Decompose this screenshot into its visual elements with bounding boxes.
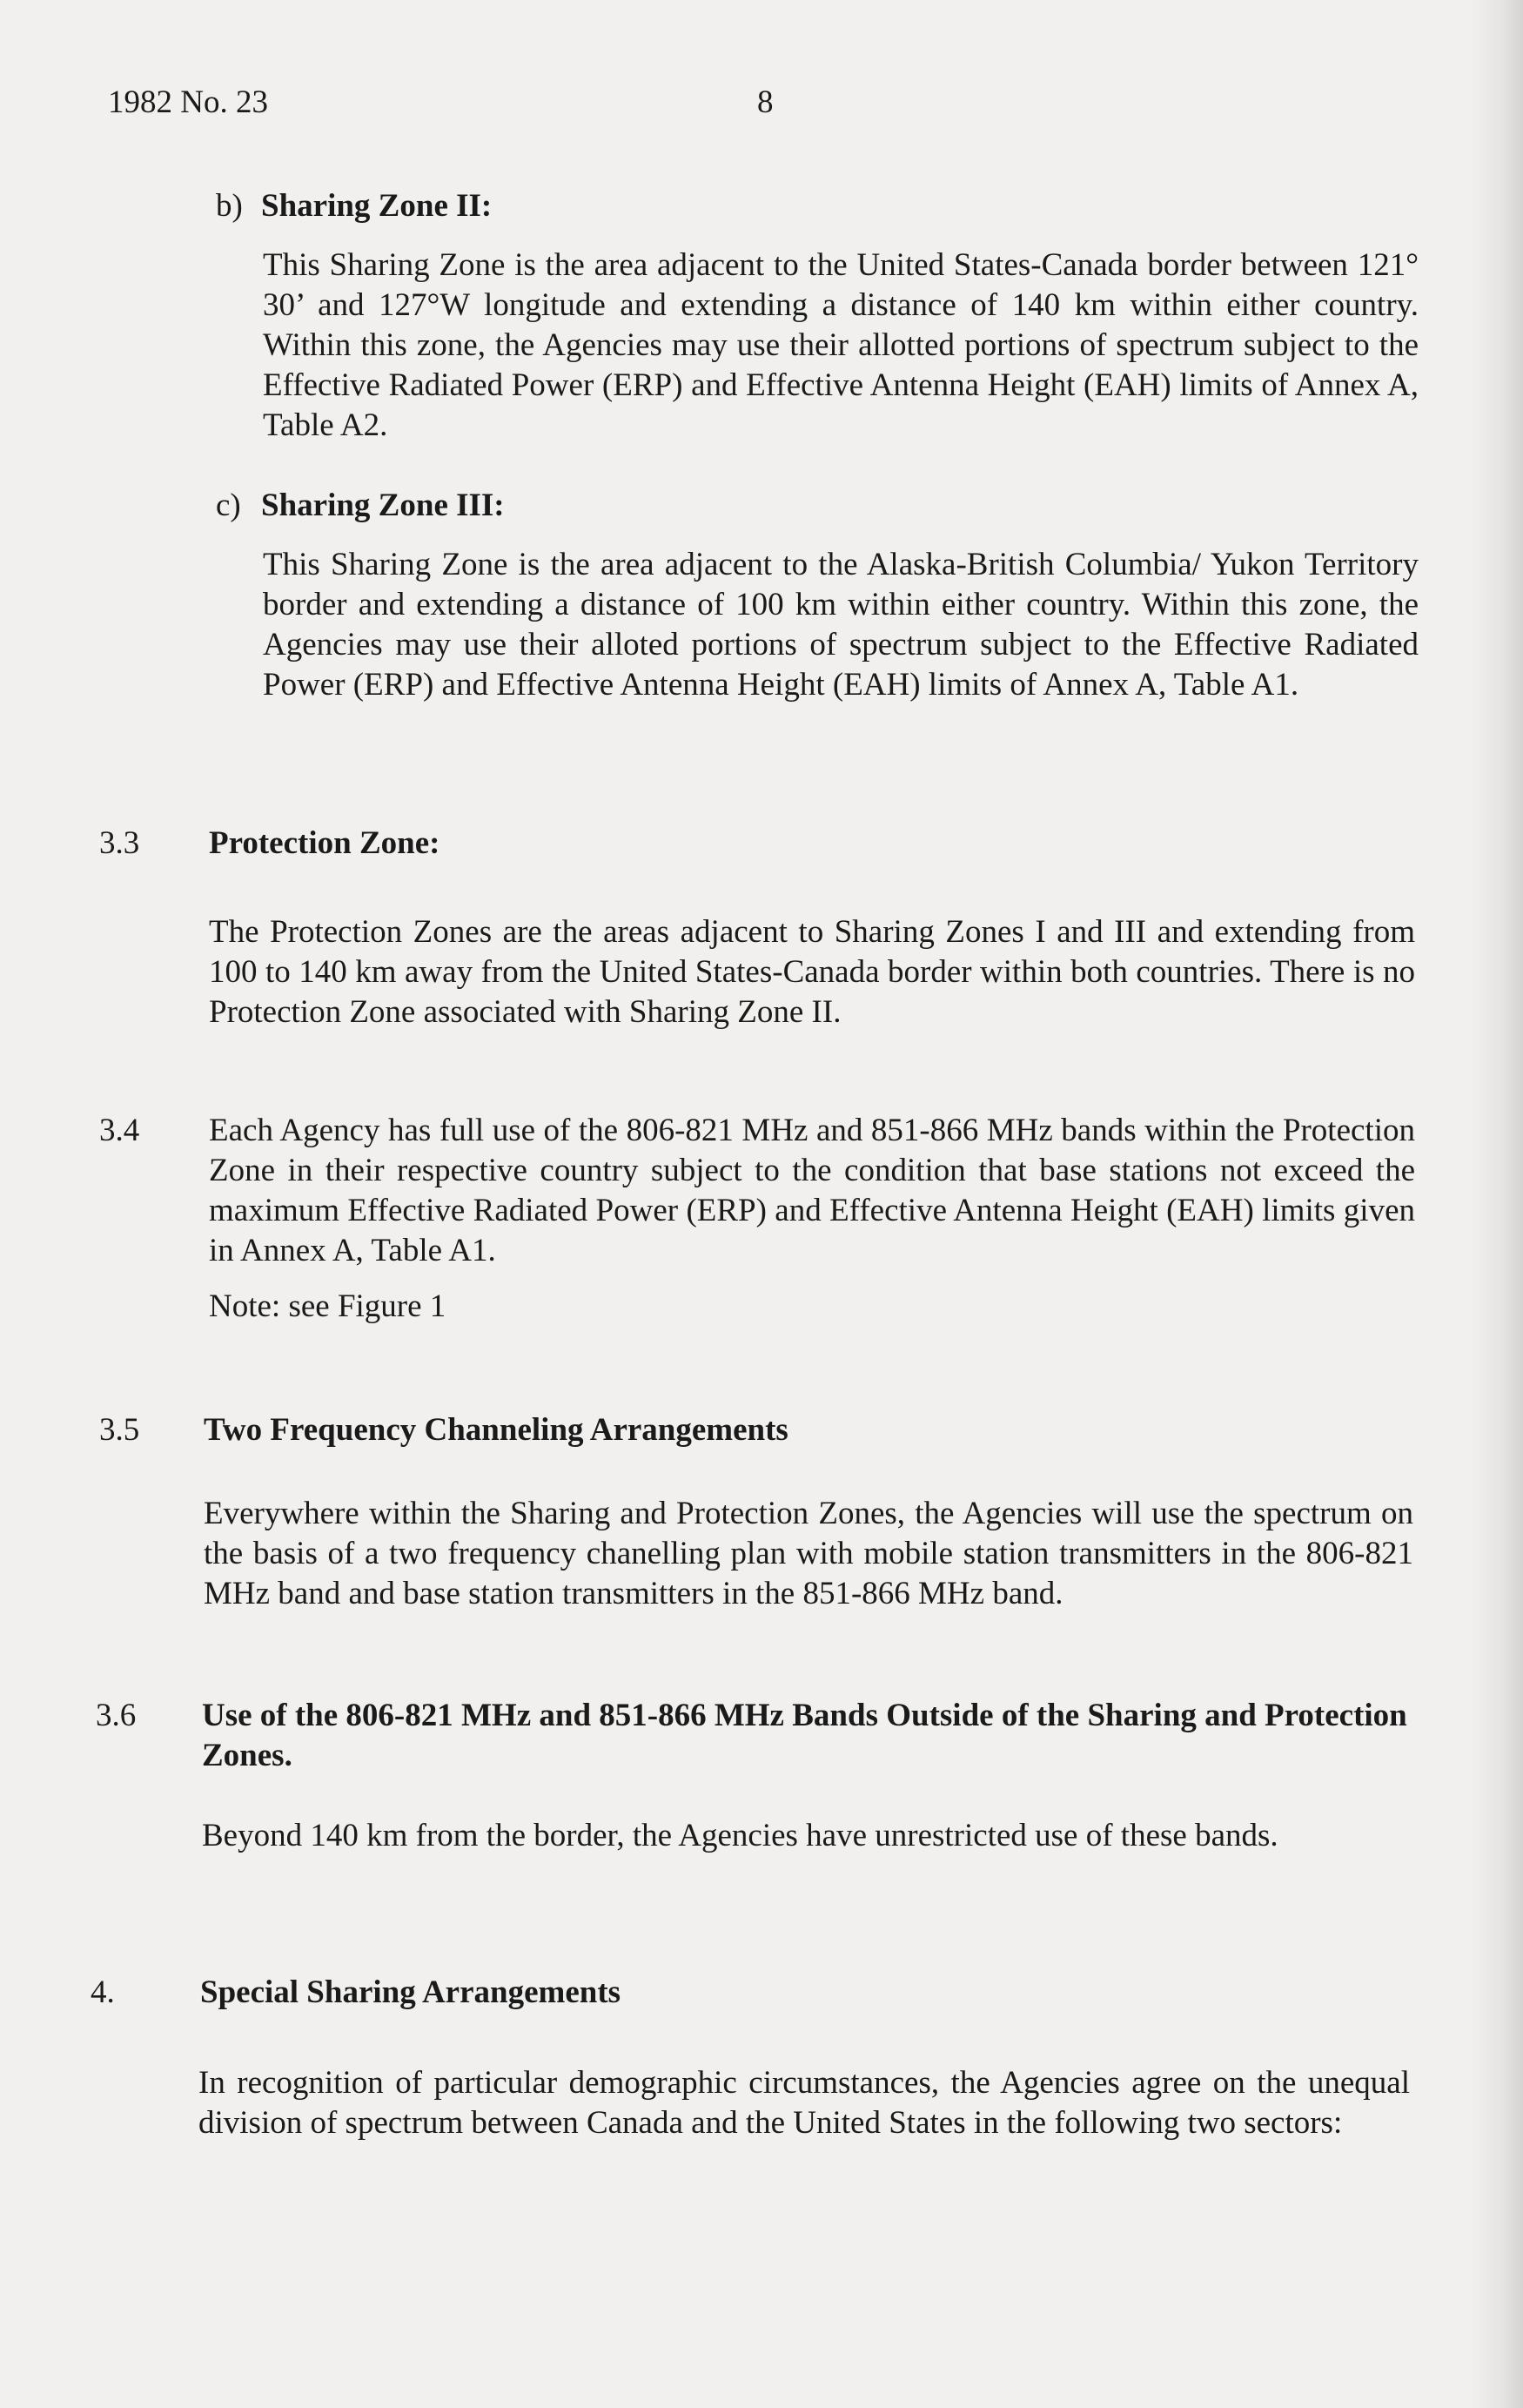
section-3-5-number: 3.5 — [99, 1412, 140, 1448]
zone-iii-paragraph: This Sharing Zone is the area adjacent to the Alaska-British Columbia/ Yukon Territory border and extending a distance of 100 km within either country. Within this zone, the Agencies may use their alloted portions of spectrum subject to the Effective Radiated Power (ERP) and Effective Antenna Height (EAH) limits of Annex A, Table A1. — [263, 547, 1419, 703]
section-3-3-heading: Protection Zone: — [209, 825, 440, 861]
section-4-paragraph: In recognition of particular demographic circumstances, the Agencies agree on the unequal division of spectrum between Canada and the United States in the following two sectors: — [198, 2065, 1410, 2141]
section-3-5-paragraph: Everywhere within the Sharing and Protection Zones, the Agencies will use the spectrum on the basis of a two frequency chanelling plan with mobile station transmitters in the 806-821 MHz band and base station transmitters in the 851-866 MHz band. — [204, 1496, 1413, 1611]
section-3-3-number: 3.3 — [99, 825, 140, 861]
zone-iii-heading: Sharing Zone III: — [261, 488, 505, 523]
section-4-heading: Special Sharing Arrangements — [200, 1974, 621, 2010]
section-4-number: 4. — [91, 1974, 115, 2010]
zone-ii-label: b) — [216, 188, 243, 224]
section-3-5-heading: Two Frequency Channeling Arrangements — [204, 1412, 788, 1448]
zone-iii-label: c) — [216, 488, 241, 523]
section-3-6-number: 3.6 — [96, 1698, 137, 1733]
zone-ii-heading: Sharing Zone II: — [261, 188, 493, 224]
section-3-6-heading: Use of the 806-821 MHz and 851-866 MHz Bands Outside of the Sharing and Protection Zones. — [202, 1698, 1407, 1773]
page-header — [108, 84, 774, 121]
section-3-4-paragraph: Each Agency has full use of the 806-821 MHz and 851-866 MHz bands within the Protection Zone in their respective country subject to the condition that base stations not exceed the maximum Effective Radiated Power (ERP) and Effective Antenna Height (EAH) limits given in Annex A, Table A1. — [209, 1113, 1415, 1268]
year-number-label: 1982 No. 23 — [108, 84, 268, 120]
page-number: 8 — [757, 84, 774, 120]
page-edge-shadow — [1471, 0, 1523, 2408]
figure-note: Note: see Figure 1 — [209, 1288, 446, 1324]
section-3-6-paragraph: Beyond 140 km from the border, the Agencies have unrestricted use of these bands. — [202, 1818, 1278, 1853]
zone-ii-paragraph: This Sharing Zone is the area adjacent to the United States-Canada border between 121° 30’ and 127°W longitude and extending a distance of 140 km within either country. Within this zone, the Agencies may use their allotted portions of spectrum subject to the Effective Radiated Power (ERP) and Effective Antenna Height (EAH) limits of Annex A, Table A2. — [263, 247, 1419, 443]
section-3-3-paragraph: The Protection Zones are the areas adjacent to Sharing Zones I and III and extending from 100 to 140 km away from the United States-Canada border within both countries. There is no Protection Zone associated with Sharing Zone II. — [209, 914, 1415, 1030]
section-3-4-number: 3.4 — [99, 1113, 140, 1148]
